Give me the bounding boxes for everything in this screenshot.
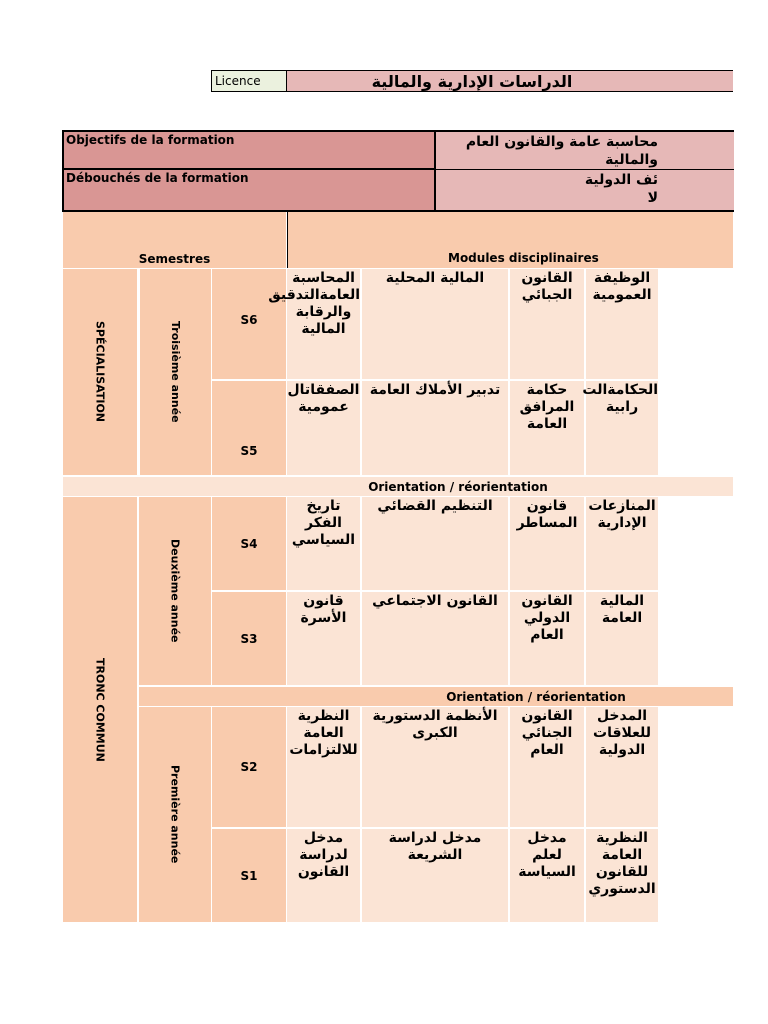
objectives-value-line1: محاسبة عامة والقانون العام — [465, 134, 658, 150]
year-second — [139, 497, 211, 685]
module-s1-3 — [510, 829, 584, 922]
module-s2-3-label: القانون الجنائي العام — [521, 708, 573, 758]
objectives-value-line2: والمالية — [605, 152, 658, 168]
module-s4-3 — [510, 497, 584, 590]
outcomes-value-cell — [434, 170, 734, 212]
module-s6-3-label: القانون الجبائي — [521, 270, 573, 303]
semester-s3-label: S3 — [240, 631, 258, 646]
cycle-specialisation-label: SPÉCIALISATION — [93, 321, 107, 423]
orientation-2-label: Orientation / réorientation — [446, 689, 626, 704]
module-s6-3 — [510, 269, 584, 379]
module-s5-1-label: الصفقاتال عمومية — [287, 382, 360, 415]
module-s2-3 — [510, 707, 584, 827]
semesters-header — [63, 212, 286, 268]
module-s1-2-label: مدخل لدراسة الشريعة — [388, 830, 482, 863]
module-s5-4 — [582, 381, 658, 475]
year-first-label: Première année — [168, 765, 182, 864]
semester-s2 — [212, 707, 286, 827]
module-s6-1 — [268, 269, 360, 379]
semester-s3 — [212, 592, 286, 685]
semester-s6-label: S6 — [240, 313, 258, 327]
semester-s1 — [212, 829, 286, 922]
module-s1-1-label: مدخل لدراسة القانون — [297, 830, 350, 880]
module-s6-2 — [362, 269, 508, 379]
module-s1-4-label: النظرية العامة للقانون الدستوري — [588, 830, 656, 897]
module-s2-1 — [287, 707, 360, 827]
module-s2-4 — [586, 707, 658, 827]
semester-s2-label: S2 — [240, 760, 258, 774]
year-first — [139, 707, 211, 922]
module-s4-2 — [362, 497, 508, 590]
module-s2-2-label: الأنظمة الدستورية الكبرى — [372, 708, 498, 741]
semester-s1-label: S1 — [240, 868, 258, 883]
modules-header-label: Modules disciplinaires — [448, 251, 599, 265]
module-s5-4-label: الحكامةالت رابية — [582, 382, 658, 415]
module-s2-1-label: النظرية العامة للالتزامات — [289, 708, 358, 758]
semester-s6 — [212, 269, 286, 379]
orientation-row-2 — [139, 687, 733, 706]
module-s5-2 — [362, 381, 508, 475]
cycle-tronc-commun — [63, 497, 137, 922]
module-s4-4 — [586, 497, 658, 590]
year-second-label: Deuxième année — [168, 539, 182, 643]
outcomes-value-line1: ئف الدولية — [584, 172, 658, 188]
year-third — [139, 269, 211, 475]
module-s1-2 — [362, 829, 508, 922]
semester-s5 — [212, 381, 286, 475]
module-s1-1 — [287, 829, 360, 922]
degree-cell — [211, 70, 287, 92]
module-s2-2 — [362, 707, 508, 827]
semester-s5-label: S5 — [240, 443, 258, 458]
module-s3-3 — [510, 592, 584, 685]
outcomes-label: Débouchés de la formation — [66, 171, 249, 185]
module-s3-4-label: المالية العامة — [599, 593, 645, 626]
module-s3-2-label: القانون الاجتماعي — [372, 593, 498, 609]
module-s3-3-label: القانون الدولي العام — [521, 593, 573, 643]
module-s5-3-label: حكامة المرافق العامة — [519, 382, 575, 432]
objectives-value-cell — [434, 130, 734, 170]
cycle-specialisation — [63, 269, 137, 475]
module-s4-4-label: المنازعات الإدارية — [588, 498, 656, 531]
module-s3-4 — [586, 592, 658, 685]
orientation-row-1 — [63, 477, 733, 496]
semester-s4-label: S4 — [240, 536, 258, 551]
degree-label: Licence — [215, 74, 261, 88]
semesters-header-label: Semestres — [138, 252, 211, 266]
module-s6-4 — [586, 269, 658, 379]
module-s4-1 — [287, 497, 360, 590]
modules-header — [287, 212, 733, 268]
module-s3-1-label: قانون الأسرة — [300, 593, 347, 626]
outcomes-label-cell — [62, 170, 436, 212]
module-s3-1 — [287, 592, 360, 685]
module-s3-2 — [362, 592, 508, 685]
cycle-tronc-commun-label: TRONC COMMUN — [93, 657, 107, 762]
orientation-1-label: Orientation / réorientation — [368, 479, 548, 494]
module-s4-1-label: تاريخ الفكر السياسي — [291, 498, 356, 548]
module-s6-1-label: المحاسبة العامةالتدقيق والرقابة المالية — [268, 270, 360, 337]
title-cell — [287, 70, 733, 92]
semester-s4 — [212, 497, 286, 590]
objectives-label: Objectifs de la formation — [66, 133, 235, 147]
module-s5-1 — [287, 381, 360, 475]
module-s5-2-label: تدبير الأملاك العامة — [369, 382, 501, 398]
objectives-label-cell — [62, 130, 436, 170]
outcomes-value-line2: لا — [647, 190, 658, 206]
module-s6-2-label: المالية المحلية — [385, 270, 485, 286]
module-s6-4-label: الوظيفة العمومية — [592, 270, 652, 303]
module-s1-3-label: مدخل لعلم السياسة — [518, 830, 576, 880]
module-s2-4-label: المدخل للعلاقات الدولية — [593, 708, 651, 758]
year-third-label: Troisième année — [169, 321, 182, 423]
module-s4-2-label: التنظيم القضائي — [377, 498, 493, 514]
module-s4-3-label: قانون المساطر — [516, 498, 578, 531]
module-s5-3 — [510, 381, 584, 475]
module-s1-4 — [586, 829, 658, 922]
page-title: الدراسات الإدارية والمالية — [371, 72, 573, 91]
